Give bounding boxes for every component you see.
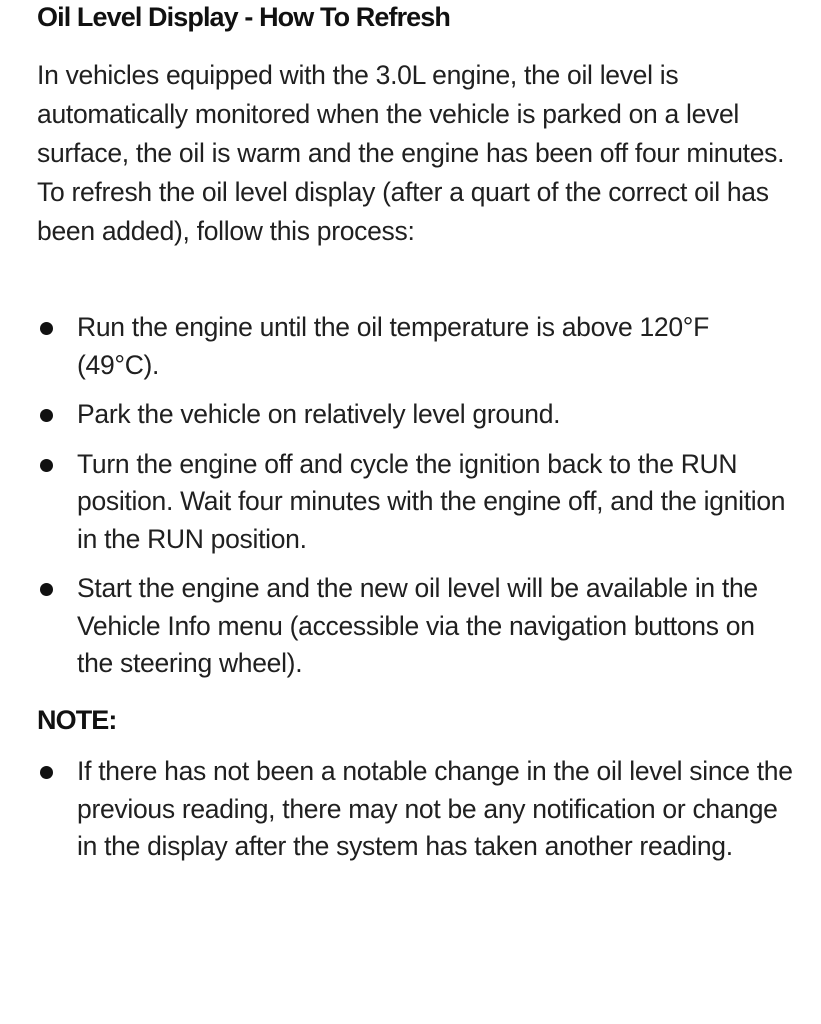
list-item (0, 753, 797, 866)
list-item (0, 446, 797, 559)
step-text: Park the vehicle on relatively level ground. (77, 399, 561, 429)
step-text: Turn the engine off and cycle the ignition back to the RUN position. Wait four minutes with the engine off, and the ignition in the RUN position. (77, 448, 786, 554)
list-item (0, 570, 797, 683)
note-text: If there has not been a notable change in the oil level since the previous reading, there may not be any notification or change in the display after the system has taken another reading. (77, 756, 793, 861)
list-item (0, 396, 797, 434)
bullet-icon (40, 583, 53, 596)
step-text: Start the engine and the new oil level will be available in the Vehicle Info menu (accessible via the navigation buttons on the steering wheel). (77, 573, 758, 678)
steps-list (0, 309, 821, 695)
bullet-icon (40, 322, 53, 335)
list-item (0, 309, 797, 384)
note-heading: NOTE: (37, 705, 117, 735)
step-text: Run the engine until the oil temperature is above 120°F (49°C). (77, 312, 709, 380)
bullet-icon (40, 766, 53, 779)
page-title: Oil Level Display - How To Refresh (37, 2, 451, 32)
bullet-icon (40, 409, 53, 422)
intro-paragraph: In vehicles equipped with the 3.0L engine, the oil level is automatically monitored when the vehicle is parked on a level surface, the oil is warm and the engine has been off four minutes. To refresh the oil level display (after a quart of the correct oil has been added), follow this process: (37, 60, 785, 246)
notes-list (0, 753, 821, 866)
bullet-icon (40, 459, 53, 472)
